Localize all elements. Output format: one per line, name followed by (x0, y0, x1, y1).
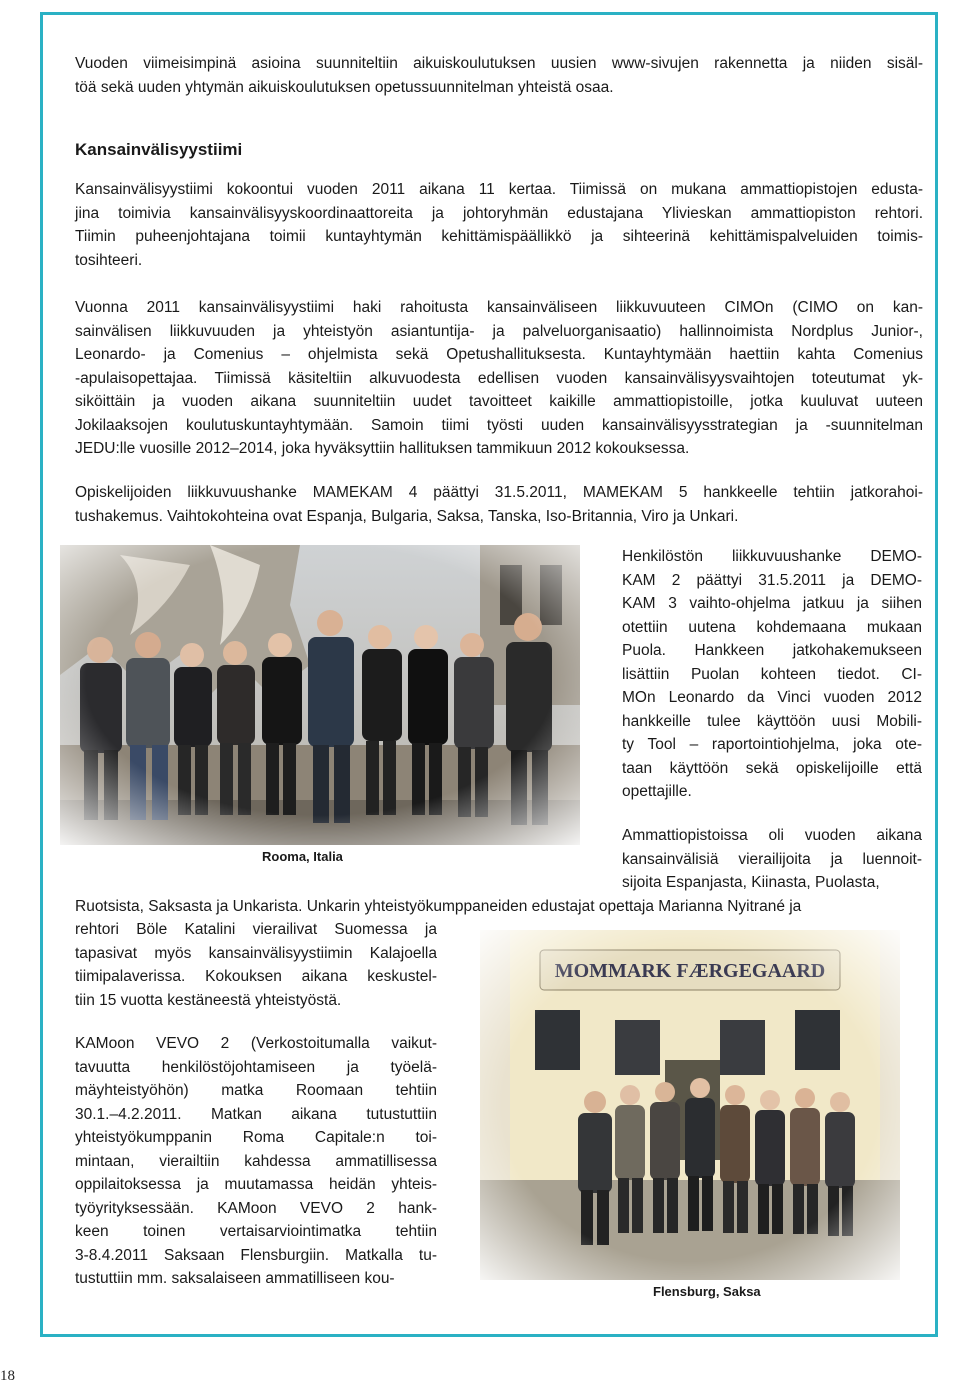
text-line: töä sekä uuden yhtymän aikuiskoulutuksen opetussuunnitelman yhteistä osaa. (75, 78, 614, 96)
text-line: ty Tool – raportointiohjelma, joka ote- (622, 736, 922, 753)
text-line: KAM 2 päättyi 31.5.2011 ja DEMO- (622, 571, 922, 589)
text-line: taan käyttöön sekä opiskelijoille että (622, 759, 922, 777)
paragraph-5-right (622, 824, 922, 895)
text-line: MOn Leonardo da Vinci vuoden 2012 (622, 689, 922, 706)
text-line: yhteistyökumppanin Roma Capitale:n toi- (75, 1129, 437, 1146)
text-line: kansainvälisiä vierailijoita ja luennoit- (622, 850, 922, 868)
text-line: tushakemus. Vaihtokohteina ovat Espanja, Bulgaria, Saksa, Tanska, Iso-Britannia, Viro ja Unkari. (75, 507, 739, 525)
text-line: KAMoon VEVO 2 (Verkostoitumalla vaikut- (75, 1035, 437, 1052)
text-line: tavuutta henkilöstöjohtamiseen ja työelä- (75, 1058, 437, 1076)
paragraph-5-full (75, 895, 923, 919)
text-line: Vuonna 2011 kansainvälisyystiimi haki rahoitusta kansainväliseen liikkuvuuteen CIMOn (CIMO on kan- (75, 299, 923, 316)
paragraph-5-left (75, 918, 437, 1012)
paragraph-4 (622, 545, 922, 804)
paragraph-2 (75, 296, 923, 461)
text-line: tapasivat myös kansainvälisyystiimin Kalajoella (75, 944, 437, 962)
text-line: JEDU:lle vuosille 2012–2014, joka hyväksyttiin hallituksen tammikuun 2012 kokouksessa. (75, 440, 690, 457)
text-line: tustuttiin mm. saksalaiseen ammatilliseen kou- (75, 1270, 395, 1287)
photo-flensburg-caption: Flensburg, Saksa (653, 1284, 761, 1299)
text-line: Henkilöstön liikkuvuushanke DEMO- (622, 548, 922, 565)
text-line: siköittäin ja vuoden aikana suunniteltiin uudet tavoitteet kaikille ammattiopistoille, jotka kuuluvat uuteen (75, 393, 923, 410)
text-line: Vuoden viimeisimpinä asioina suunniteltiin aikuiskoulutuksen uusien www-sivujen rakennetta ja niiden sisäl- (75, 55, 923, 72)
text-line: -apulaisopettajaa. Tiimissä käsiteltiin alkuvuodesta edellisen vuoden kansainvälisyysvaihtojen toteutumat yk- (75, 369, 923, 387)
text-line: sainvälisen liikkuvuuden ja yhteistyön asiantuntija- ja palveluorganisaatio) hallinnoimista Nordplus Junior-, (75, 322, 923, 340)
text-line: Leonardo- ja Comenius – ohjelmista sekä Opetushallituksesta. Kuntayhtymään haettiin kahta Comenius (75, 346, 923, 363)
section-heading: Kansainvälisyystiimi (75, 140, 243, 159)
text-line: 3-8.4.2011 Saksaan Flensburgiin. Matkalla tu- (75, 1246, 437, 1264)
text-line: otettiin uutena kohdemaana mukaan (622, 618, 922, 636)
paragraph-3 (75, 481, 923, 528)
text-line: jina toimivia kansainvälisyyskoordinaattoreita ja johtoryhmän edustajana Ylivieskan ammattiopiston rehtori. (75, 204, 923, 222)
text-line: Opiskelijoiden liikkuvuushanke MAMEKAM 4 päättyi 31.5.2011, MAMEKAM 5 hankkeelle tehtiin jatkorahoi- (75, 484, 923, 501)
text-line: Kansainvälisyystiimi kokoontui vuoden 2011 aikana 11 kertaa. Tiimissä on mukana ammattiopistojen edusta- (75, 181, 923, 198)
text-line: keen toinen vertaisarviointimatka tehtiin (75, 1223, 437, 1240)
text-line: Tiimin puheenjohtajana toimii kuntayhtymän kehittämispäällikkö ja sihteerinä kehittämispalveluiden toimis- (75, 228, 923, 245)
text-line: tosihteeri. (75, 251, 143, 269)
text-line: 30.1.–4.2.2011. Matkan aikana tutustuttiin (75, 1105, 437, 1123)
text-line: Ammattiopistoissa oli vuoden aikana (622, 827, 922, 844)
text-line: rehtori Böle Katalini vierailivat Suomessa ja (75, 921, 437, 938)
text-line: Puola. Hankkeen jatkohakemukseen (622, 642, 922, 659)
text-line: mintaan, vierailtiin kahdessa ammatillisessa (75, 1152, 437, 1170)
page-number: 18 (0, 1368, 15, 1384)
photo-flensburg (480, 930, 900, 1280)
text-line: hankkeille tulee käyttöön uusi Mobili- (622, 712, 922, 730)
text-line: KAM 3 vaihto-ohjelma jatkuu ja siihen (622, 595, 922, 612)
text-line: lisättiin Puolan kohteen tiedot. CI- (622, 665, 922, 683)
photo-rome (60, 545, 580, 845)
paragraph-6 (75, 1032, 437, 1291)
text-line: opettajille. (622, 783, 692, 800)
text-line: sijoita Espanjasta, Kiinasta, Puolasta, (622, 874, 880, 891)
text-line: mäyhteistyöhön) matka Roomaan tehtiin (75, 1082, 437, 1099)
text-line: Jokilaaksojen koulutuskuntayhtymään. Samoin tiimi työsti uuden kansainvälisyysstrategian ja -suunnitelman (75, 416, 923, 434)
text-line: työyrityksessään. KAMoon VEVO 2 hank- (75, 1199, 437, 1217)
text-line: tiin 15 vuotta kestäneestä yhteistyöstä. (75, 991, 342, 1009)
photo-rome-caption: Rooma, Italia (262, 849, 343, 864)
paragraph-1 (75, 178, 923, 272)
text-line: Ruotsista, Saksasta ja Unkarista. Unkarin yhteistyökumppaneiden edustajat opettaja Marianna Nyitrané ja (75, 898, 802, 915)
text-line: tiimipalaverissa. Kokouksen aikana keskustel- (75, 968, 437, 985)
text-line: oppilaitoksessa ja muutamassa heidän yhteis- (75, 1176, 437, 1193)
intro-paragraph (75, 52, 923, 99)
